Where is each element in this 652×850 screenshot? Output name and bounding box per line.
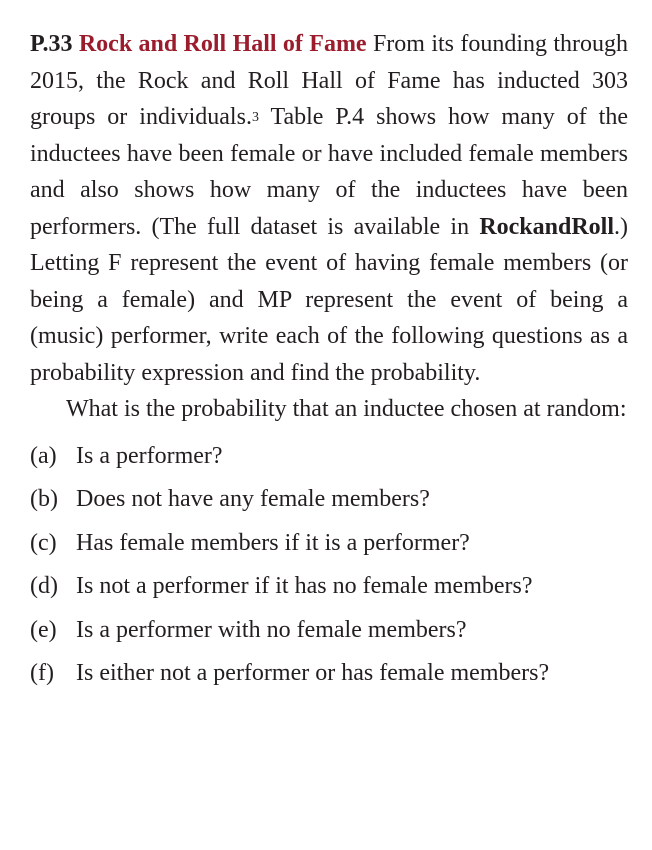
part-label: (d): [30, 573, 58, 599]
part-text: Is either not a performer or has female members?: [76, 660, 550, 686]
problem-body-part1: From its founding through 2015, the Rock and Roll Hall of Fame has inducted 303 groups or individuals.: [30, 31, 629, 130]
problem-title: Rock and Roll Hall of Fame: [78, 31, 367, 57]
part-label: (a): [30, 442, 57, 469]
question-part-b: [30, 481, 628, 518]
footnote-ref: 3: [251, 110, 259, 125]
part-text: Is not a performer if it has no female members?: [76, 573, 533, 599]
question-parts-list: [30, 438, 628, 692]
problem-body-part3: .) Letting F represent the event of having female members (or being a female) and MP represent the event of being a (music) performer, write each of the following questions as a probability expression and find the probability.: [30, 213, 629, 386]
textbook-page: [30, 26, 628, 699]
question-part-f: [30, 655, 628, 692]
part-label: (f): [30, 660, 54, 686]
question-intro: What is the probability that an inductee chosen at random:: [66, 396, 627, 422]
part-label: (e): [30, 616, 57, 643]
part-label: (c): [30, 529, 57, 556]
problem-paragraph: [30, 26, 628, 391]
part-text: Does not have any female members?: [76, 486, 430, 512]
part-label: (b): [30, 486, 58, 512]
problem-body-part2: Table P.4 shows how many of the inductees have been female or have included female members and also shows how many of the inductees have been performers. (The full dataset is available in: [30, 104, 628, 240]
problem-number: P.33: [30, 31, 73, 57]
part-text: Is a performer?: [76, 442, 223, 469]
question-part-c: [30, 525, 628, 562]
question-part-a: [30, 438, 628, 475]
question-part-e: [30, 612, 628, 649]
question-part-d: [30, 568, 628, 605]
dataset-name: RockandRoll: [479, 213, 615, 240]
part-text: Is a performer with no female members?: [76, 616, 467, 643]
part-text: Has female members if it is a performer?: [76, 529, 470, 556]
